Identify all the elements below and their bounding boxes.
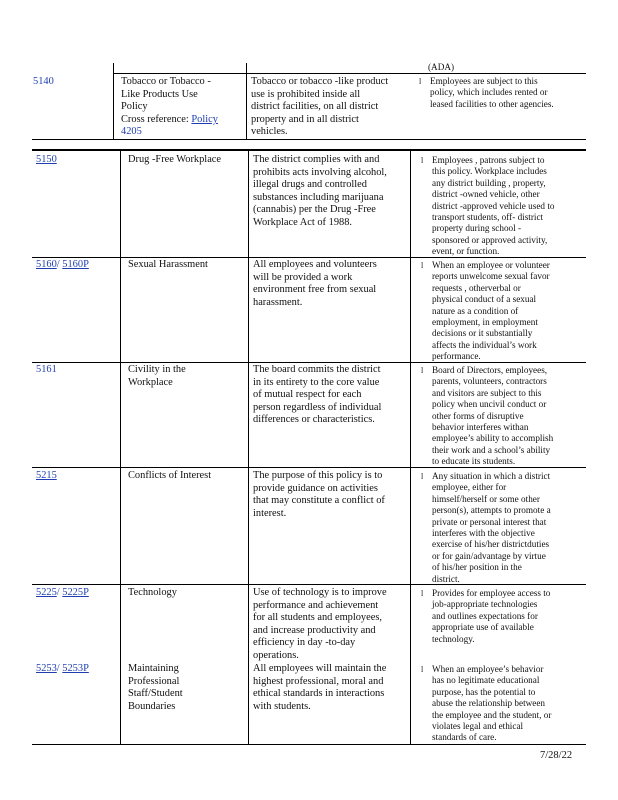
scope-line: employee, either for xyxy=(432,482,507,493)
row-divider xyxy=(32,467,586,468)
bullet-icon: l xyxy=(421,472,424,481)
scope-line: property during school - xyxy=(432,223,522,234)
cross-reference xyxy=(121,114,218,127)
title-line: Civility in the xyxy=(128,364,186,375)
title-line: Professional xyxy=(128,675,180,687)
main-table-top-rule xyxy=(32,149,586,151)
procedure-number-link[interactable]: 5225P xyxy=(62,587,89,598)
scope-line: Employees are subject to this xyxy=(430,76,538,86)
scope-line: of his/her position in the xyxy=(432,562,522,573)
scope-line: Any situation in which a district xyxy=(432,471,551,481)
bullet-icon: l xyxy=(421,366,424,375)
purpose-line: ethical standards in interactions xyxy=(253,688,385,700)
policy-number-link[interactable]: 5150 xyxy=(36,154,57,165)
scope-line: job-appropriate technologies xyxy=(432,599,538,610)
policy-number-link[interactable]: 5253 xyxy=(36,663,57,674)
purpose-line: district facilities, on all district xyxy=(251,101,379,113)
policy-title xyxy=(121,76,218,139)
policy-title xyxy=(128,587,177,600)
scope-line: performance. xyxy=(432,351,481,362)
scope-line: technology. xyxy=(432,633,475,644)
scope-line: event, or function. xyxy=(432,246,500,257)
policy-scope xyxy=(432,471,551,585)
policy-number-cell: 5160/ 5160P xyxy=(36,259,89,270)
bullet-icon: l xyxy=(421,156,424,165)
scope-line: affects the individual’s work xyxy=(432,339,537,350)
purpose-line: in its entirety to the core value xyxy=(253,376,380,388)
bullet-icon: l xyxy=(421,261,424,270)
policy-scope xyxy=(432,365,553,468)
scope-line: When an employee or volunteer xyxy=(432,260,550,270)
purpose-line: that may constitute a conflict of xyxy=(253,495,385,507)
scope-line: standards of care. xyxy=(432,732,497,743)
scope-line: sponsored or approved activity, xyxy=(432,234,548,245)
scope-line: violates legal and ethical xyxy=(432,721,524,732)
top-col-divider-2 xyxy=(246,63,247,140)
policy-number-link[interactable]: 5161 xyxy=(36,364,57,375)
scope-line: parents, volunteers, contractors xyxy=(432,376,547,387)
scope-line: this policy. Workplace includes xyxy=(432,166,547,177)
scope-line: appropriate use of available xyxy=(432,622,534,633)
title-line: Like Products Use xyxy=(121,88,198,100)
row-divider xyxy=(32,257,586,258)
scope-line: behavior interferes withan xyxy=(432,422,529,433)
scope-line: the employee and the student, or xyxy=(432,709,552,720)
scope-line: and outlines expectations for xyxy=(432,610,538,621)
purpose-line: vehicles. xyxy=(251,126,288,138)
scope-line: Provides for employee access to xyxy=(432,588,551,598)
scope-line: transport students, off- district xyxy=(432,212,544,223)
scope-line: private or personal interest that xyxy=(432,516,547,527)
scope-line: requests , otherverbal or xyxy=(432,282,521,293)
purpose-line: The board commits the district xyxy=(253,364,381,375)
scope-line: leased facilities to other agencies. xyxy=(430,98,554,109)
policy-number-link[interactable]: 5160 xyxy=(36,259,57,270)
policy-scope xyxy=(432,260,550,363)
scope-line: their work and a school’s ability xyxy=(432,444,551,455)
cross-ref-link[interactable]: Policy xyxy=(191,113,218,125)
policy-purpose xyxy=(253,587,387,663)
scope-line: himself/herself or some other xyxy=(432,493,540,504)
cross-ref-label: Cross reference: xyxy=(121,113,189,125)
policy-number-cell: 5253/ 5253P xyxy=(36,663,89,674)
policy-number-cell: 5225/ 5225P xyxy=(36,587,89,598)
scope-line: physical conduct of a sexual xyxy=(432,294,537,305)
title-line: Drug -Free Workplace xyxy=(128,154,222,165)
purpose-line: operations. xyxy=(253,649,299,661)
purpose-line: property and in all district xyxy=(251,113,359,125)
main-table-bottom-rule xyxy=(32,744,586,745)
purpose-line: All employees and volunteers xyxy=(253,259,377,270)
policy-number-link[interactable]: 5215 xyxy=(36,470,57,481)
purpose-line: will be provided a work xyxy=(253,271,353,283)
purpose-line: Tobacco or tobacco -like product xyxy=(251,76,389,87)
purpose-line: performance and achievement xyxy=(253,599,379,611)
policy-purpose xyxy=(253,259,377,309)
purpose-line: environment free from sexual xyxy=(253,284,377,296)
purpose-line: with students. xyxy=(253,700,311,712)
bullet-icon: l xyxy=(421,589,424,598)
purpose-line: provide guidance on activities xyxy=(253,482,378,494)
policy-number-link[interactable]: 5225 xyxy=(36,587,57,598)
scope-line: exercise of his/her districtduties xyxy=(432,539,550,550)
scope-line: purpose, has the potential to xyxy=(432,686,536,697)
title-line: Workplace xyxy=(128,376,173,388)
policy-title xyxy=(128,154,221,167)
scope-line: nature as a condition of xyxy=(432,305,519,316)
purpose-line: The purpose of this policy is to xyxy=(253,470,383,481)
scope-line: employment, in employment xyxy=(432,317,538,328)
policy-scope xyxy=(430,76,554,110)
purpose-line: Use of technology is to improve xyxy=(253,587,387,598)
title-line: Technology xyxy=(128,587,177,598)
purpose-line: The district complies with and xyxy=(253,154,380,165)
title-line: Sexual Harassment xyxy=(128,259,208,270)
scope-line: When an employee’s behavior xyxy=(432,664,544,674)
footer-date: 7/28/22 xyxy=(540,750,573,761)
scope-line: or for gain/advantage by virtue xyxy=(432,550,546,561)
purpose-line: All employees will maintain the xyxy=(253,663,387,674)
scope-line: person(s), attempts to promote a xyxy=(432,505,551,516)
scope-line: Board of Directors, employees, xyxy=(432,365,548,375)
policy-scope xyxy=(432,588,550,645)
purpose-line: differences or characteristics. xyxy=(253,414,375,426)
scope-line: employee’s ability to accomplish xyxy=(432,433,554,444)
procedure-number-link[interactable]: 5253P xyxy=(62,663,89,674)
policy-purpose xyxy=(253,154,387,230)
top-col-divider-1 xyxy=(113,63,114,140)
main-col-divider-2 xyxy=(248,149,249,745)
scope-line: district -approved vehicle used to xyxy=(432,200,555,211)
bullet-icon: l xyxy=(419,77,422,86)
row-divider xyxy=(32,584,586,585)
scope-line: any district building , property, xyxy=(432,177,546,188)
policy-scope xyxy=(432,664,551,744)
top-table-top-rule xyxy=(113,73,586,74)
purpose-line: use is prohibited inside all xyxy=(251,88,361,100)
title-line: Tobacco or Tobacco - xyxy=(121,76,211,87)
purpose-line: harassment. xyxy=(253,296,303,308)
top-table-bottom-rule xyxy=(32,139,586,140)
scope-line: and visitors are subject to this xyxy=(432,387,542,398)
purpose-line: and increase productivity and xyxy=(253,624,376,636)
purpose-line: (cannabis) per the Drug -Free xyxy=(253,204,376,216)
scope-line: to educate its students. xyxy=(432,456,516,467)
policy-purpose xyxy=(253,364,381,427)
purpose-line: illegal drugs and controlled xyxy=(253,179,367,191)
scope-line: has no legitimate educational xyxy=(432,675,540,686)
purpose-line: of mutual respect for each xyxy=(253,389,362,401)
purpose-line: person regardless of individual xyxy=(253,401,382,413)
scope-line: district. xyxy=(432,573,460,584)
cross-ref-link-number[interactable]: 4205 xyxy=(121,126,142,138)
scope-line: decisions or it substantially xyxy=(432,328,533,339)
ada-note: (ADA) xyxy=(428,62,455,72)
title-line: Maintaining xyxy=(128,663,179,674)
purpose-line: prohibits acts involving alcohol, xyxy=(253,166,387,178)
title-line: Staff/Student xyxy=(128,688,183,700)
policy-scope xyxy=(432,155,554,258)
purpose-line: efficiency in day -to-day xyxy=(253,637,356,649)
scope-line: Employees , patrons subject to xyxy=(432,155,545,165)
scope-line: reports unwelcome sexual favor xyxy=(432,271,550,282)
main-col-divider-3 xyxy=(410,149,411,745)
title-line: Policy xyxy=(121,101,148,113)
procedure-number-link[interactable]: 5160P xyxy=(62,259,89,270)
scope-line: district -owned vehicle, other xyxy=(432,189,540,200)
purpose-line: for all students and employees, xyxy=(253,612,382,624)
bullet-icon: l xyxy=(421,665,424,674)
scope-line: policy when uncivil conduct or xyxy=(432,399,547,410)
row-divider xyxy=(32,362,586,363)
policy-title xyxy=(128,364,186,389)
policy-title xyxy=(128,663,183,713)
purpose-line: substances including marijuana xyxy=(253,191,384,203)
purpose-line: highest professional, moral and xyxy=(253,675,384,687)
scope-line: abuse the relationship between xyxy=(432,698,546,709)
policy-title xyxy=(128,259,208,272)
policy-title xyxy=(128,470,211,483)
purpose-line: Workplace Act of 1988. xyxy=(253,216,352,228)
policy-number-link[interactable]: 5140 xyxy=(33,76,54,87)
scope-line: policy, which includes rented or xyxy=(430,87,548,98)
title-line: Conflicts of Interest xyxy=(128,470,212,481)
policy-purpose xyxy=(253,470,385,520)
main-col-divider-1 xyxy=(120,149,121,745)
policy-purpose xyxy=(253,663,386,713)
scope-line: interferes with the objective xyxy=(432,528,535,539)
scope-line: other forms of disruptive xyxy=(432,410,524,421)
purpose-line: interest. xyxy=(253,507,287,519)
policy-purpose xyxy=(251,76,388,139)
title-line: Boundaries xyxy=(128,700,176,712)
